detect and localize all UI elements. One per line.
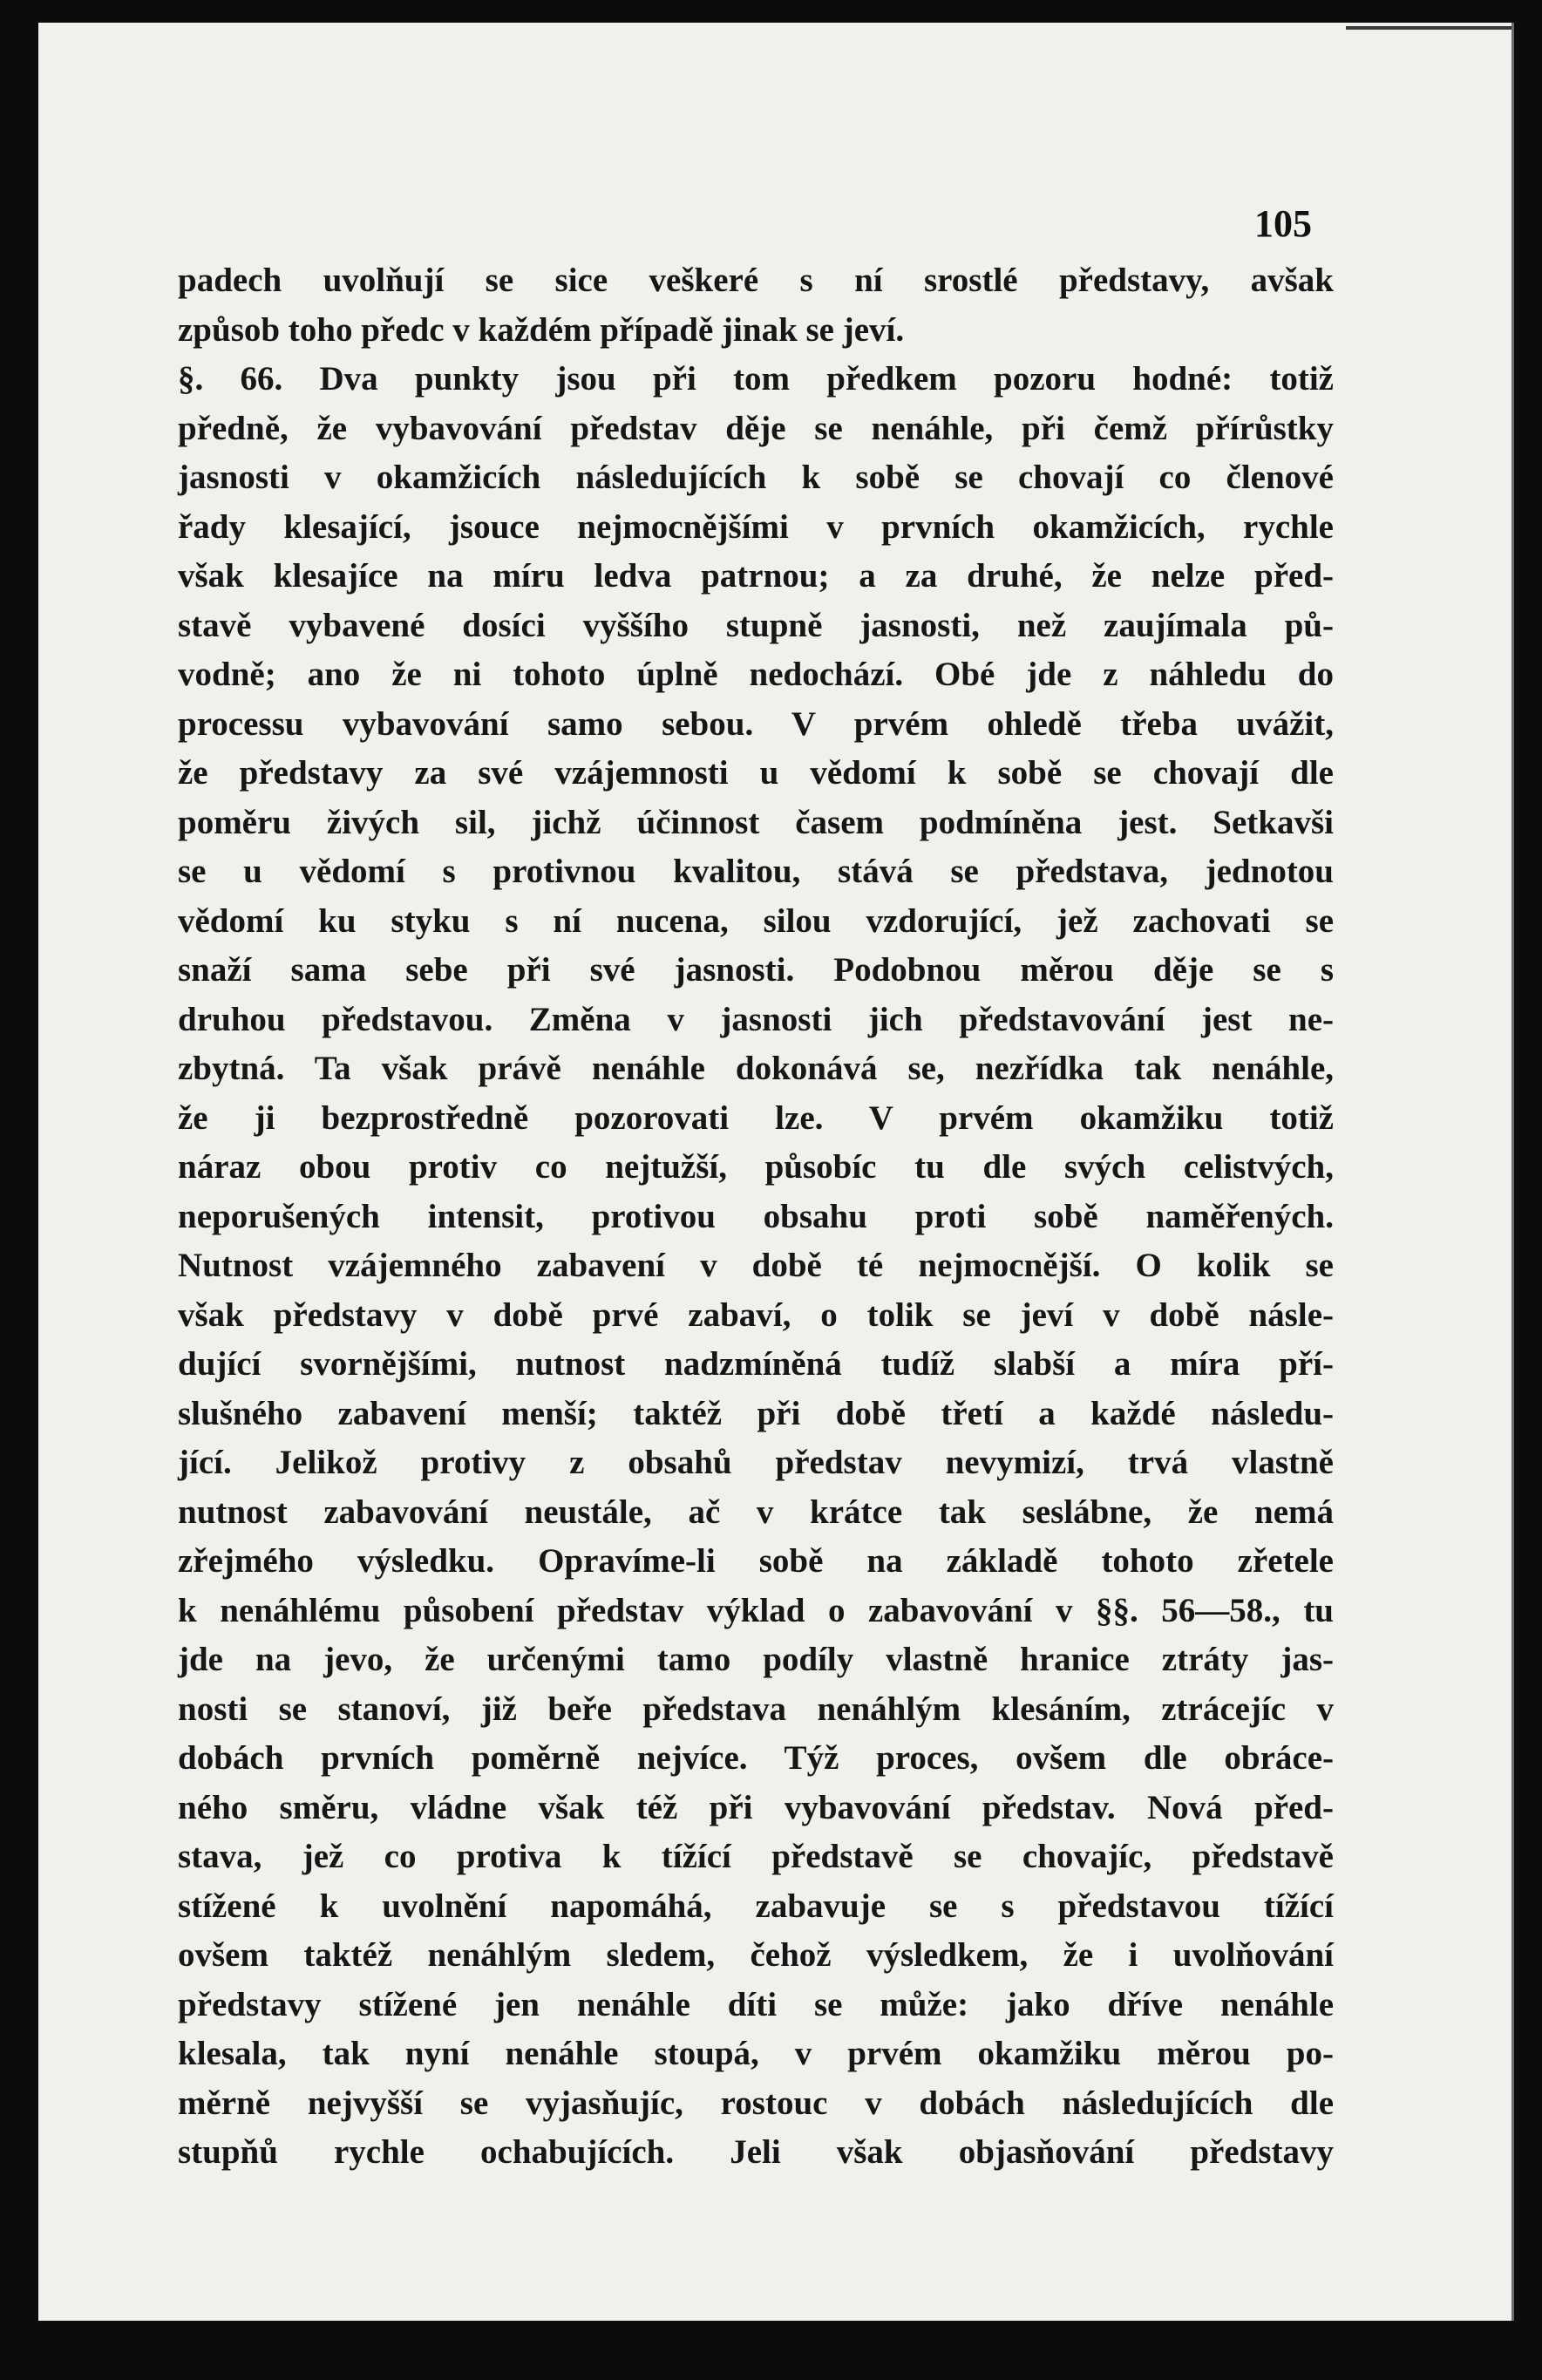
text-line: Nutnost vzájemného zabavení v době té nejmocnější. O kolik se xyxy=(178,1247,1334,1284)
text-line: náraz obou protiv co nejtužší, působíc tu dle svých celistvých, xyxy=(178,1148,1334,1186)
text-line: stavě vybavené dosíci vyššího stupně jasnosti, než zaujímala pů- xyxy=(178,606,1334,644)
text-line: dobách prvních poměrně nejvíce. Týž proces, ovšem dle obráce- xyxy=(178,1739,1334,1777)
text-line: řady klesající, jsouce nejmocnějšími v prvních okamžicích, rychle xyxy=(178,507,1334,546)
text-line: §. 66. Dva punkty jsou při tom předkem pozoru hodné: totiž xyxy=(178,360,1334,398)
text-line: k nenáhlému působení představ výklad o zabavování v §§. 56—58., tu xyxy=(178,1591,1334,1629)
text-line: měrně nejvyšší se vyjasňujíc, rostouc v dobách následujících dle xyxy=(178,2084,1334,2122)
text-line: nosti se stanoví, již beře představa nenáhlým klesáním, ztrácejíc v xyxy=(178,1690,1334,1728)
text-line: padech uvolňují se sice veškeré s ní srostlé představy, avšak xyxy=(178,262,1334,299)
text-line: jící. Jelikož protivy z obsahů představ nevymizí, trvá vlastně xyxy=(178,1444,1334,1481)
body-text xyxy=(178,256,1334,2178)
text-line: nutnost zabavování neustále, ač v krátce tak seslábne, že nemá xyxy=(178,1493,1334,1531)
text-line: vodně; ano že ni tohoto úplně nedochází. Obé jde z náhledu do xyxy=(178,656,1334,693)
text-line: se u vědomí s protivnou kvalitou, stává se představa, jednotou xyxy=(178,853,1334,890)
text-line: způsob toho předc v každém případě jinak se jeví. xyxy=(178,310,905,349)
page-right-edge xyxy=(1511,23,1514,2321)
text-line: stížené k uvolnění napomáhá, zabavuje se s představou tížící xyxy=(178,1887,1334,1925)
text-line: poměru živých sil, jichž účinnost časem podmíněna jest. Setkavši xyxy=(178,803,1334,841)
text-line: ného směru, vládne však též při vybavování představ. Nová před- xyxy=(178,1788,1334,1826)
page-number: 105 xyxy=(1254,202,1312,245)
text-line: snaží sama sebe při své jasnosti. Podobnou měrou děje se s xyxy=(178,951,1334,989)
text-line: processu vybavování samo sebou. V prvém ohledě třeba uvážit, xyxy=(178,704,1334,743)
text-line: slušného zabavení menší; taktéž při době třetí a každé následu- xyxy=(178,1394,1334,1432)
text-line: vědomí ku styku s ní nucena, silou vzdorující, jež zachovati se xyxy=(178,901,1334,940)
text-line: však představy v době prvé zabaví, o tolik se jeví v době násle- xyxy=(178,1295,1334,1334)
text-line: zřejmého výsledku. Opravíme-li sobě na základě tohoto zřetele xyxy=(178,1542,1334,1580)
text-line: že představy za své vzájemnosti u vědomí k sobě se chovají dle xyxy=(178,754,1334,792)
text-line: stupňů rychle ochabujících. Jeli však objasňování představy xyxy=(178,2133,1334,2171)
page-edge-rule xyxy=(1346,26,1511,30)
text-line: klesala, tak nyní nenáhle stoupá, v prvém okamžiku měrou po- xyxy=(178,2035,1334,2072)
text-line: stava, jež co protiva k tížící představě se chovajíc, představě xyxy=(178,1838,1334,1875)
text-line: neporušených intensit, protivou obsahu proti sobě naměřených. xyxy=(178,1197,1334,1235)
text-line: zbytná. Ta však právě nenáhle dokonává se, nezřídka tak nenáhle, xyxy=(178,1050,1334,1087)
text-line: jde na jevo, že určenými tamo podíly vlastně hranice ztráty jas- xyxy=(178,1641,1334,1678)
text-line: však klesajíce na míru ledva patrnou; a za druhé, že nelze před- xyxy=(178,557,1334,595)
text-line: předně, že vybavování představ děje se nenáhle, při čemž přírůstky xyxy=(178,409,1334,447)
text-line: jasnosti v okamžicích následujících k sobě se chovají co členové xyxy=(178,459,1334,496)
text-line: dující svornějšími, nutnost nadzmíněná tudíž slabší a míra pří- xyxy=(178,1345,1334,1383)
text-line: druhou představou. Změna v jasnosti jich představování jest ne- xyxy=(178,1000,1334,1038)
text-line: že ji bezprostředně pozorovati lze. V prvém okamžiku totiž xyxy=(178,1098,1334,1137)
text-line: ovšem taktéž nenáhlým sledem, čehož výsledkem, že i uvolňování xyxy=(178,1936,1334,1974)
text-line: představy stížené jen nenáhle díti se může: jako dříve nenáhle xyxy=(178,1985,1334,2023)
book-page xyxy=(38,23,1511,2321)
